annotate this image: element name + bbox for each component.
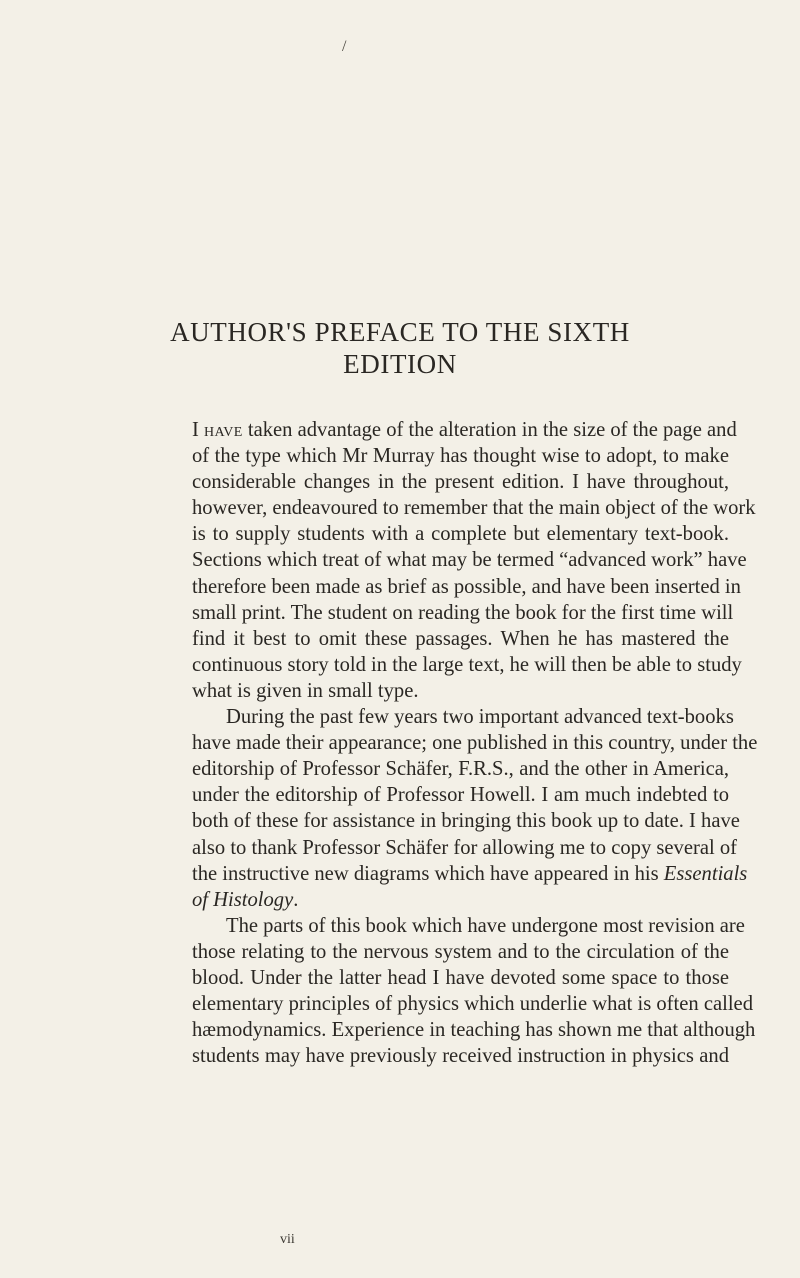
paragraph-line: elementary principles of physics which underlie what is often called	[192, 993, 753, 1016]
paragraph-line: however, endeavoured to remember that the main object of the work	[192, 497, 756, 520]
paragraph-1-line-1	[192, 417, 737, 443]
paragraph-line: have made their appearance; one published in this country, under the	[192, 732, 758, 755]
paragraph-line: hæmodynamics. Experience in teaching has shown me that although	[192, 1019, 756, 1042]
paragraph-line-with-title	[192, 861, 748, 887]
line-text: .	[293, 888, 299, 911]
title-line-2: EDITION	[343, 349, 457, 379]
paragraph-line: those relating to the nervous system and to the circulation of the	[192, 940, 729, 963]
stray-mark: /	[342, 38, 347, 55]
page-number: vii	[280, 1232, 295, 1247]
italic-book-title: Essentials	[663, 862, 748, 885]
line-text: the instructive new diagrams which have appeared in his	[192, 862, 659, 885]
line-text: taken advantage of the alteration in the size of the page and	[242, 419, 737, 441]
paragraph-line: The parts of this book which have undergone most revision are	[226, 914, 745, 937]
paragraph-line: students may have previously received instruction in physics and	[192, 1045, 729, 1068]
paragraph-line: of the type which Mr Murray has thought wise to adopt, to make	[192, 445, 729, 468]
paragraph-line: find it best to omit these passages. When he has mastered the	[192, 627, 729, 650]
paragraph-line: Sections which treat of what may be termed “advanced work” have	[192, 549, 747, 572]
page-title	[0, 316, 800, 380]
preface-text	[192, 417, 758, 1069]
paragraph-line: small print. The student on reading the book for the first time will	[192, 601, 734, 624]
paragraph-line: under the editorship of Professor Howell. I am much indebted to	[192, 784, 729, 807]
small-caps-word: have	[204, 419, 243, 441]
paragraph-line-with-title	[192, 887, 729, 913]
paragraph-line: therefore been made as brief as possible, and have been inserted in	[192, 575, 741, 598]
paragraph-line: both of these for assistance in bringing this book up to date. I have	[192, 810, 740, 833]
drop-word: I	[192, 419, 199, 441]
paragraph-line: blood. Under the latter head I have devoted some space to those	[192, 966, 729, 989]
paragraph-line: considerable changes in the present edition. I have throughout,	[192, 471, 729, 494]
paragraph-line: what is given in small type.	[192, 679, 419, 702]
paragraph-line: editorship of Professor Schäfer, F.R.S., and the other in America,	[192, 758, 729, 781]
italic-book-title: of Histology	[192, 888, 294, 911]
title-line-1: AUTHOR'S PREFACE TO THE SIXTH	[170, 317, 630, 347]
paragraph-line: continuous story told in the large text, he will then be able to study	[192, 653, 742, 676]
paragraph-line: During the past few years two important advanced text-books	[226, 706, 734, 729]
paragraph-line: also to thank Professor Schäfer for allowing me to copy several of	[192, 836, 738, 859]
paragraph-line: is to supply students with a complete but elementary text-book.	[192, 523, 729, 546]
